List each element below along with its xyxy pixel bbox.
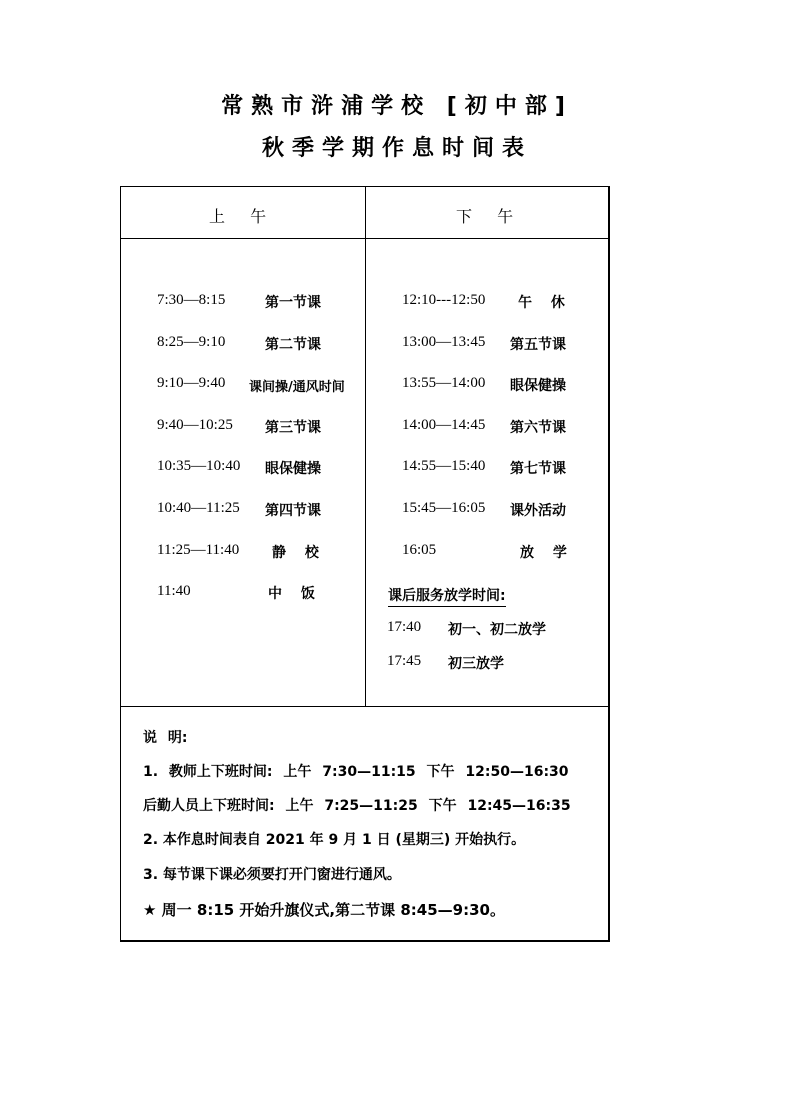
after-school-activity: 初三放学	[448, 656, 504, 672]
after-school-time: 17:40	[387, 619, 422, 635]
morning-column-header: 上 午	[209, 207, 267, 226]
morning-time: 8:25—9:10	[157, 334, 226, 350]
afternoon-activity: 课外活动	[510, 503, 566, 519]
document-title: 常熟市浒浦学校 [初中部]	[221, 94, 573, 119]
afternoon-time: 14:00—14:45	[402, 417, 486, 433]
morning-time: 9:10—9:40	[157, 375, 226, 391]
morning-time: 7:30—8:15	[157, 292, 226, 308]
note-line: 3. 每节课下课必须要打开门窗进行通风。	[143, 867, 401, 883]
morning-time: 11:40	[157, 583, 191, 599]
document-subtitle: 秋季学期作息时间表	[261, 136, 532, 161]
morning-time: 9:40—10:25	[157, 417, 233, 433]
afternoon-time: 15:45—16:05	[402, 500, 486, 516]
morning-activity: 第三节课	[265, 420, 321, 436]
morning-time: 11:25—11:40	[157, 542, 240, 558]
morning-activity: 课间操/通风时间	[249, 380, 345, 395]
afternoon-activity: 午 休	[518, 295, 565, 311]
morning-activity: 第一节课	[265, 295, 321, 311]
column-divider	[365, 187, 366, 706]
after-school-heading: 课后服务放学时间:	[388, 585, 506, 607]
afternoon-activity: 放 学	[520, 545, 567, 561]
morning-activity: 中 饭	[268, 586, 315, 602]
afternoon-time: 13:55—14:00	[402, 375, 486, 391]
note-line: ★ 周一 8:15 开始升旗仪式,第二节课 8:45—9:30。	[143, 901, 505, 919]
afternoon-time: 16:05	[402, 542, 437, 558]
afternoon-time: 12:10---12:50	[402, 292, 486, 308]
afternoon-column-header: 下 午	[456, 207, 514, 226]
morning-activity: 眼保健操	[265, 461, 321, 477]
morning-activity: 第四节课	[265, 503, 321, 519]
notes-heading: 说 明:	[143, 730, 188, 746]
note-line: 1. 教师上下班时间: 上午 7:30—11:15 下午 12:50—16:30	[143, 764, 569, 780]
afternoon-time: 14:55—15:40	[402, 458, 486, 474]
morning-activity: 第二节课	[265, 337, 321, 353]
after-school-activity: 初一、初二放学	[448, 622, 546, 638]
after-school-time: 17:45	[387, 653, 422, 669]
afternoon-activity: 第七节课	[510, 461, 566, 477]
afternoon-time: 13:00—13:45	[402, 334, 486, 350]
afternoon-activity: 眼保健操	[510, 378, 566, 394]
notes-divider	[121, 706, 609, 707]
note-line: 2. 本作息时间表自 2021 年 9 月 1 日 (星期三) 开始执行。	[143, 832, 526, 848]
morning-time: 10:35—10:40	[157, 458, 241, 474]
note-line: 后勤人员上下班时间: 上午 7:25—11:25 下午 12:45—16:35	[143, 798, 571, 814]
afternoon-activity: 第六节课	[510, 420, 566, 436]
morning-activity: 静 校	[272, 545, 319, 561]
afternoon-activity: 第五节课	[510, 337, 566, 353]
morning-time: 10:40—11:25	[157, 500, 240, 516]
